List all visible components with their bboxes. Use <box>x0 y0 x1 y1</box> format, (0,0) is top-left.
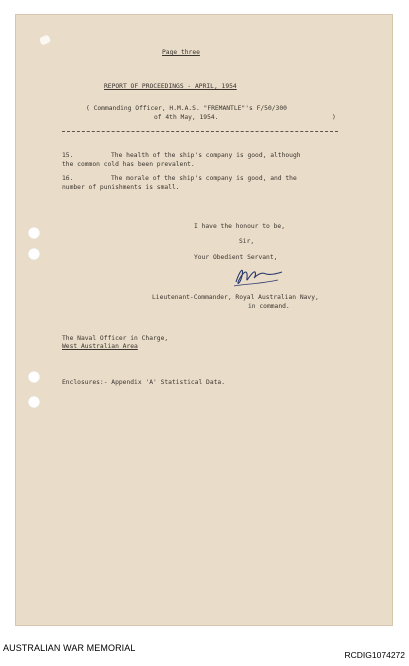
punch-hole-3 <box>28 371 40 383</box>
report-title: REPORT OF PROCEEDINGS - APRIL, 1954 <box>104 83 237 90</box>
paragraph-15-line-2: the common cold has been prevalent. <box>62 161 195 168</box>
paragraph-16-number: 16. <box>62 175 74 182</box>
punch-hole-1 <box>28 227 40 239</box>
reference-close: ) <box>332 114 336 121</box>
closing-honour: I have the honour to be, <box>194 223 285 230</box>
reference-line-2: of 4th May, 1954. <box>154 114 219 121</box>
paragraph-16-line-1: The morale of the ship's company is good, and the <box>111 175 297 182</box>
addressee-line-2: West Australian Area <box>62 343 138 350</box>
paragraph-15-number: 15. <box>62 152 74 159</box>
closing-sir: Sir, <box>239 238 255 245</box>
paragraph-15-line-1: The health of the ship's company is good, although <box>111 152 301 159</box>
signatory-rank-line-1: Lieutenant-Commander, Royal Australian Navy, <box>152 294 319 301</box>
handwritten-signature <box>230 262 286 292</box>
enclosures-line: Enclosures:- Appendix 'A' Statistical Data. <box>62 379 226 386</box>
signatory-rank-line-2: in command. <box>248 303 290 310</box>
punch-hole-2 <box>28 248 40 260</box>
reference-line-1: ( Commanding Officer, H.M.A.S. "FREMANTLE"'s F/50/300 <box>86 105 287 112</box>
paragraph-16-line-2: number of punishments is small. <box>62 184 180 191</box>
page-label: Page three <box>162 49 200 56</box>
addressee-line-1: The Naval Officer in Charge, <box>62 335 169 342</box>
archive-source-label: AUSTRALIAN WAR MEMORIAL <box>3 643 136 653</box>
punch-hole-4 <box>28 396 40 408</box>
dashed-divider <box>62 131 338 132</box>
closing-servant: Your Obedient Servant, <box>194 254 278 261</box>
archive-id-label: RCDIG1074272 <box>344 650 405 660</box>
